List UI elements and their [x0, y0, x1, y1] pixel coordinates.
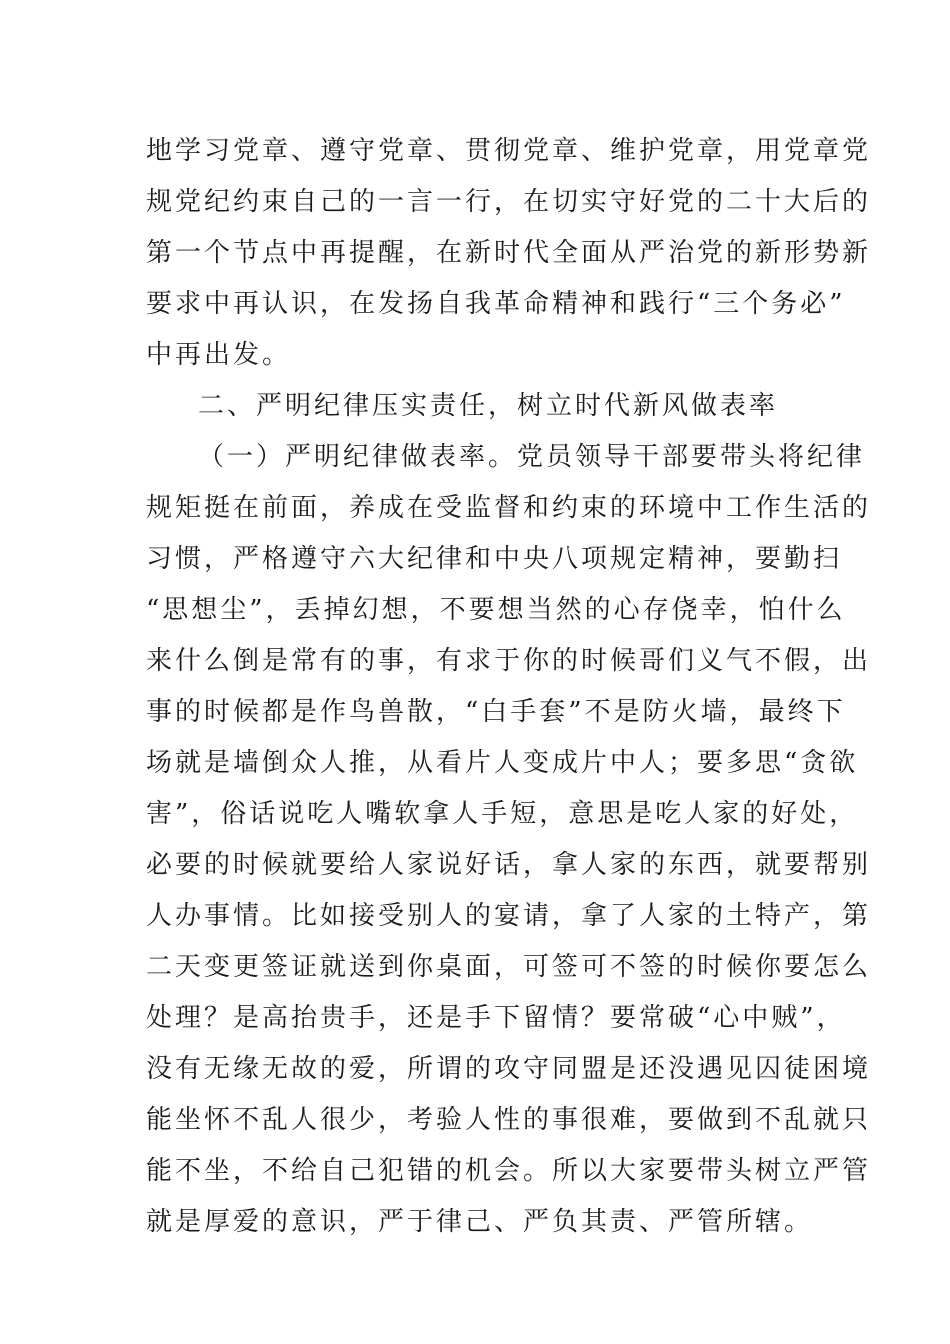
paragraph-line: 规党纪约束自己的一言一行，在切实守好党的二十大后的	[146, 187, 872, 217]
paragraph-line: 害”，俗话说吃人嘴软拿人手短，意思是吃人家的好处，	[146, 799, 859, 829]
paragraph-line: 必要的时候就要给人家说好话，拿人家的东西，就要帮别	[146, 850, 872, 880]
paragraph-line: 要求中再认识，在发扬自我革命精神和践行“三个务必”	[146, 289, 846, 319]
paragraph-line: 第一个节点中再提醒，在新时代全面从严治党的新形势新	[146, 238, 872, 268]
paragraph-line: 没有无缘无故的爱，所谓的攻守同盟是还没遇见囚徒困境	[146, 1054, 872, 1084]
paragraph-line: 就是厚爱的意识，严于律己、严负其责、严管所辖。	[146, 1207, 814, 1237]
subsection-heading-line: （一）严明纪律做表率。党员领导干部要带头将纪律	[198, 442, 866, 472]
paragraph-line: 规矩挺在前面，养成在受监督和约束的环境中工作生活的	[146, 493, 872, 523]
paragraph-line: 场就是墙倒众人推，从看片人变成片中人；要多思“贪欲	[146, 748, 859, 778]
section-heading: 二、严明纪律压实责任，树立时代新风做表率	[198, 391, 779, 421]
paragraph-line: 事的时候都是作鸟兽散，“白手套”不是防火墙，最终下	[146, 697, 846, 727]
paragraph-line: 能不坐，不给自己犯错的机会。所以大家要带头树立严管	[146, 1156, 872, 1186]
paragraph-line: 处理？是高抬贵手，还是手下留情？要常破“心中贼”，	[146, 1003, 846, 1033]
paragraph-line: 人办事情。比如接受别人的宴请，拿了人家的土特产，第	[146, 901, 872, 931]
paragraph-line: “思想尘”，丢掉幻想，不要想当然的心存侥幸，怕什么	[146, 595, 846, 625]
document-body	[146, 126, 872, 1248]
paragraph-line: 中再出发。	[146, 340, 292, 370]
paragraph-line: 来什么倒是常有的事，有求于你的时候哥们义气不假，出	[146, 646, 872, 676]
paragraph-line: 能坐怀不乱人很少，考验人性的事很难，要做到不乱就只	[146, 1105, 872, 1135]
paragraph-line: 习惯，严格遵守六大纪律和中央八项规定精神，要勤扫	[146, 544, 843, 574]
paragraph-line: 地学习党章、遵守党章、贯彻党章、维护党章，用党章党	[146, 136, 872, 166]
paragraph-line: 二天变更签证就送到你桌面，可签可不签的时候你要怎么	[146, 952, 872, 982]
